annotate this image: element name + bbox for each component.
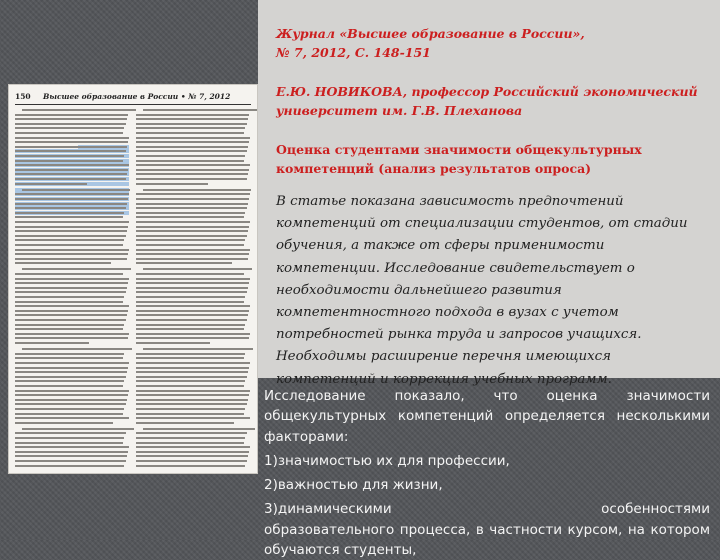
scan-text-line [136,137,250,139]
scan-text-line [15,150,126,152]
scan-journal-title: Высшее образование в России • № 7, 2012 [43,92,231,101]
scan-text-line [15,403,126,405]
scan-text-line [136,296,245,298]
scan-text-line [136,371,248,373]
scan-text-line [15,337,128,339]
scan-text-line [136,198,249,200]
scan-text-line [15,249,129,251]
scan-text-line [15,207,126,209]
scan-text-line [15,203,127,205]
scan-text-line [15,173,127,175]
scan-text-line [15,451,128,453]
scan-text-column-right [136,109,250,469]
scan-text-line [136,230,248,232]
scan-text-line [136,244,244,246]
scan-text-line [136,132,244,134]
scan-text-line [143,348,254,350]
scan-text-line [15,212,124,214]
scan-text-line [15,399,127,401]
scan-text-line [136,390,250,392]
scan-text-line [15,164,129,166]
scan-text-line [136,164,250,166]
scan-text-line [136,262,232,264]
scan-text-line [143,189,251,191]
findings-intro: Исследование показало, что оценка значимости общекультурных компетенций определяется несколькими факторами: [264,388,710,445]
scan-text-line [15,258,127,260]
scan-text-line [15,235,126,237]
scan-text-line [136,451,249,453]
scan-text-line [136,203,248,205]
scan-text-line [15,287,127,289]
scan-text-line [143,109,257,111]
scan-text-line [15,114,128,116]
scan-text-line [15,216,123,218]
scan-text-line [136,127,245,129]
scan-text-line [136,455,248,457]
scan-text-line [136,362,250,364]
scan-text-line [143,268,252,270]
scan-text-line [136,207,247,209]
findings-item-2: 2)важностью для жизни, [264,477,443,494]
scan-text-line [136,178,247,180]
scan-text-line [15,141,128,143]
scan-text-line [15,137,129,139]
scan-text-line [136,432,247,434]
scan-text-line [15,221,129,223]
findings-text [264,386,710,560]
scan-text-line [15,305,129,307]
scan-text-line [15,178,126,180]
scan-text-line [15,319,126,321]
scan-page-number: 150 [15,92,31,101]
scan-text-line [15,408,124,410]
scan-text-line [136,342,210,344]
scan-text-line [136,216,244,218]
scan-text-line [136,169,249,171]
scan-text-line [15,417,129,419]
scan-text-line [136,357,244,359]
author-line-2: университет им. Г.В. Плеханова [276,103,523,118]
scan-text-line [136,212,245,214]
scan-text-line [136,328,244,330]
scan-text-line [136,221,250,223]
scan-text-line [15,460,126,462]
scan-text-line [136,278,250,280]
scan-text-line [15,146,127,148]
citation-line-1: Журнал «Высшее образование в России», [276,26,585,41]
scan-text-line [136,173,248,175]
scan-text-line [15,230,127,232]
scan-text-line [15,118,127,120]
scan-text-line [15,239,124,241]
scan-text-line [136,253,249,255]
scan-text-line [136,150,247,152]
scan-text-line [22,428,134,430]
scan-text-line [15,193,129,195]
scan-text-line [136,193,250,195]
scan-text-line [136,239,245,241]
scan-text-line [15,432,126,434]
scan-text-line [136,160,244,162]
scan-text-line [15,262,111,264]
scan-text-line [15,455,127,457]
scan-text-line [15,169,128,171]
scan-text-line [15,244,123,246]
scan-text-line [136,422,234,424]
scan-text-line [15,226,128,228]
scan-text-line [15,155,124,157]
scan-text-line [15,296,124,298]
scan-text-line [136,118,248,120]
author-line-1: Е.Ю. НОВИКОВА, профессор Российский экономический [276,84,698,99]
scan-text-line [22,189,130,191]
scan-text-line [22,348,133,350]
scan-text-line [136,437,245,439]
scan-text-line [136,403,247,405]
scan-text-line [136,305,250,307]
title-line-2: компетенций (анализ результатов опроса) [276,161,592,176]
scan-text-line [15,123,126,125]
scan-text-line [15,413,123,415]
scan-text-line [136,399,248,401]
scan-text-line [15,446,129,448]
scan-text-line [136,183,208,185]
scan-text-line [136,446,250,448]
scan-text-line [15,422,113,424]
journal-page-scan [8,84,258,474]
findings-item-3-head: 3)динамическими особенностями [264,501,710,518]
scan-text-line [136,226,249,228]
scan-text-line [15,333,129,335]
scan-text-line [15,385,123,387]
scan-text-line [15,198,128,200]
scan-text-line [15,127,124,129]
article-abstract: В статье показана зависимость предпочтений компетенций от специализации студентов, от стадии обучения, а также от сферы применимости компетенции. Исследование свидетельствует о необходимости дальнейшего развития компетентностного подхода в вузах с учетом потребностей рынка труда и запросов учащихся. Необходимы расширение перечня имеющихся компетенций и коррекция учебных программ. [276,194,688,387]
scan-text-line [15,342,89,344]
scan-text-line [136,282,249,284]
scan-text-line [136,442,244,444]
scan-text-line [15,253,128,255]
scan-text-line [136,385,244,387]
scan-text-line [136,155,245,157]
scan-text-line [15,282,128,284]
scan-text-line [15,367,128,369]
author-affiliation [276,82,706,120]
scan-text-line [15,442,123,444]
journal-citation [276,24,706,62]
scan-text-line [136,141,249,143]
scan-text-line [136,465,245,467]
findings-item-3-tail: образовательного процесса, в частности курсом, на котором обучаются студенты, [264,521,710,559]
scan-text-line [136,353,245,355]
scan-text-line [136,460,247,462]
scan-text-line [136,123,247,125]
scan-text-line [136,376,247,378]
scan-text-line [15,278,129,280]
scan-text-line [15,324,124,326]
scan-text-line [136,324,245,326]
scan-text-column-left [15,109,129,469]
scan-text-line [136,258,248,260]
scan-text-line [15,362,129,364]
scan-text-line [15,183,87,185]
scan-text-line [136,291,247,293]
scan-text-line [143,428,255,430]
scan-text-line [15,465,124,467]
scan-text-line [22,109,136,111]
scan-text-line [15,273,123,275]
scan-text-line [15,376,126,378]
scan-text-line [15,357,123,359]
scan-text-line [136,114,249,116]
scan-text-line [136,273,244,275]
scan-text-line [15,394,128,396]
scan-text-line [15,291,126,293]
scan-text-line [136,287,248,289]
scan-text-line [22,268,131,270]
scan-text-line [136,408,245,410]
scan-text-line [136,394,249,396]
scan-text-line [15,314,127,316]
scan-text-line [136,249,250,251]
scan-text-line [136,146,248,148]
scan-text-line [15,328,123,330]
scan-text-line [136,367,249,369]
scan-text-line [136,301,244,303]
scan-text-line [15,390,129,392]
findings-item-1: 1)значимостью их для профессии, [264,452,510,469]
citation-line-2: № 7, 2012, С. 148-151 [276,45,431,60]
scan-text-line [136,380,245,382]
scan-text-line [136,310,249,312]
article-title [276,140,706,178]
scan-text-line [136,417,250,419]
scan-text-line [136,333,250,335]
scan-text-line [15,380,124,382]
scan-text-line [15,437,124,439]
scan-text-line [136,337,249,339]
scan-text-line [136,235,247,237]
scan-text-line [136,314,248,316]
scan-text-line [15,353,124,355]
title-line-1: Оценка студентами значимости общекультурных [276,142,642,157]
scan-text-line [15,310,128,312]
scan-text-line [15,132,123,134]
scan-text-line [15,301,123,303]
scan-text-line [136,319,247,321]
scan-text-line [15,371,127,373]
scan-text-line [15,160,123,162]
scan-text-line [136,413,244,415]
scan-header [15,90,251,105]
